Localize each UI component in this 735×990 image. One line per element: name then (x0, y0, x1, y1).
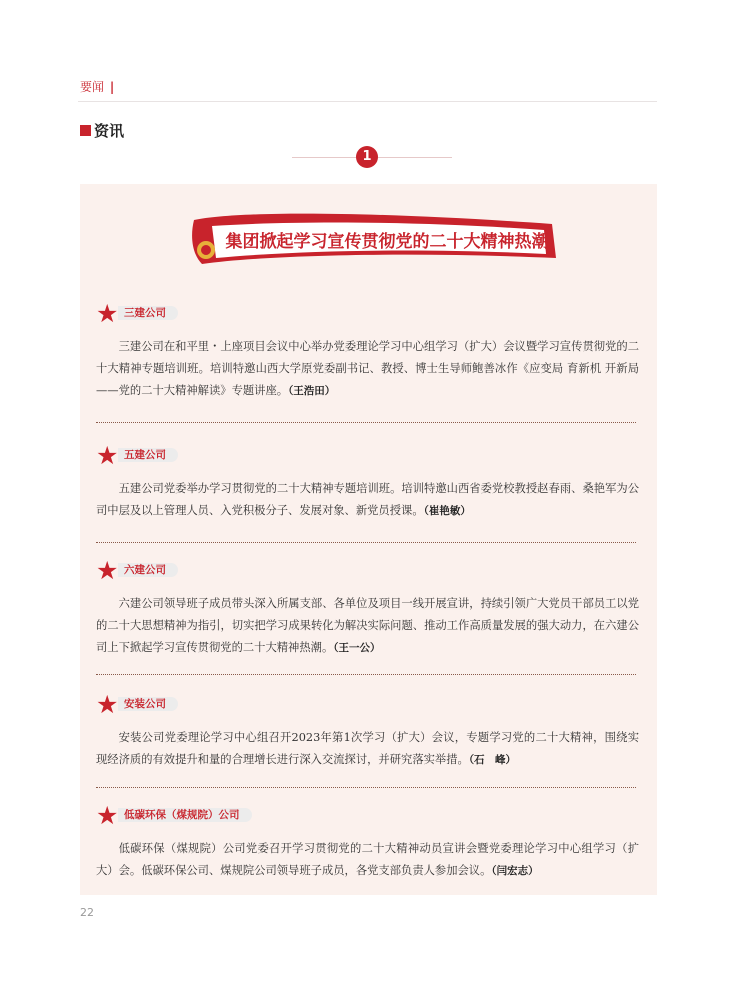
news-body (96, 727, 641, 771)
company-label: 六建公司 (118, 563, 178, 577)
section-title: 资讯 (94, 122, 125, 140)
company-tag (96, 557, 641, 583)
news-text: 安装公司党委理论学习中心组召开2023年第1次学习（扩大）会议，专题学习党的二十大精神，围绕实现经济质的有效提升和量的合理增长进行深入交流探讨，并研究落实举措。 (96, 731, 639, 766)
star-icon: ★ (96, 298, 119, 328)
dotted-divider (96, 674, 636, 675)
news-panel (80, 184, 657, 895)
news-body (96, 838, 641, 882)
star-icon: ★ (96, 689, 119, 719)
news-item (96, 442, 641, 522)
news-text: 低碳环保（煤规院）公司党委召开学习贯彻党的二十大精神动员宣讲会暨党委理论学习中心组学习（扩大）会。低碳环保公司、煤规院公司领导班子成员，各党支部负责人参加会议。 (96, 842, 639, 877)
news-body (96, 336, 641, 402)
news-item (96, 300, 641, 402)
news-item (96, 691, 641, 771)
company-tag (96, 691, 641, 717)
section-heading (80, 120, 124, 141)
news-text: 三建公司在和平里・上座项目会议中心举办党委理论学习中心组学习（扩大）会议暨学习宣传贯彻党的二十大精神专题培训班。培训特邀山西大学原党委副书记、教授、博士生导师鲍善冰作《应变局 育新机 开新局——党的二十大精神解读》专题讲座。 (96, 340, 639, 397)
star-icon: ★ (96, 800, 119, 830)
company-label: 三建公司 (118, 306, 178, 320)
news-item (96, 557, 641, 659)
star-icon: ★ (96, 555, 119, 585)
company-label: 安装公司 (118, 697, 178, 711)
news-author: （王一公） (333, 642, 381, 654)
news-item (96, 802, 641, 882)
dotted-divider (96, 787, 636, 788)
news-author: （石 峰） (468, 754, 517, 766)
page-number: 22 (80, 906, 94, 919)
header-category-label: 要闻 (80, 80, 105, 94)
news-body (96, 478, 641, 522)
company-tag (96, 802, 641, 828)
header-rule (78, 101, 657, 102)
company-tag (96, 442, 641, 468)
news-text: 五建公司党委举办学习贯彻党的二十大精神专题培训班。培训特邀山西省委党校教授赵春雨、桑艳军为公司中层及以上管理人员、入党积极分子、发展对象、新党员授课。 (96, 482, 639, 517)
star-icon: ★ (96, 440, 119, 470)
news-author: （闫宏志） (491, 865, 539, 877)
title-banner (184, 206, 558, 268)
company-tag (96, 300, 641, 326)
number-badge: 1 (356, 146, 378, 168)
dotted-divider (96, 422, 636, 423)
company-label: 低碳环保（煤规院）公司 (118, 808, 252, 822)
news-body (96, 593, 641, 659)
dotted-divider (96, 542, 636, 543)
banner-title: 集团掀起学习宣传贯彻党的二十大精神热潮 (225, 232, 549, 252)
section-square-icon (80, 125, 91, 136)
header-category (80, 78, 114, 95)
company-label: 五建公司 (118, 448, 178, 462)
news-author: （王浩田） (288, 385, 336, 397)
news-text: 六建公司领导班子成员带头深入所属支部、各单位及项目一线开展宣讲，持续引领广大党员干部员工以党的二十大思想精神为指引，切实把学习成果转化为解决实际问题、推动工作高质量发展的强大动力，在六建公司上下掀起学习宣传贯彻党的二十大精神热潮。 (96, 597, 639, 654)
header-divider: | (109, 80, 115, 94)
news-author: （崔艳敏） (423, 505, 471, 517)
